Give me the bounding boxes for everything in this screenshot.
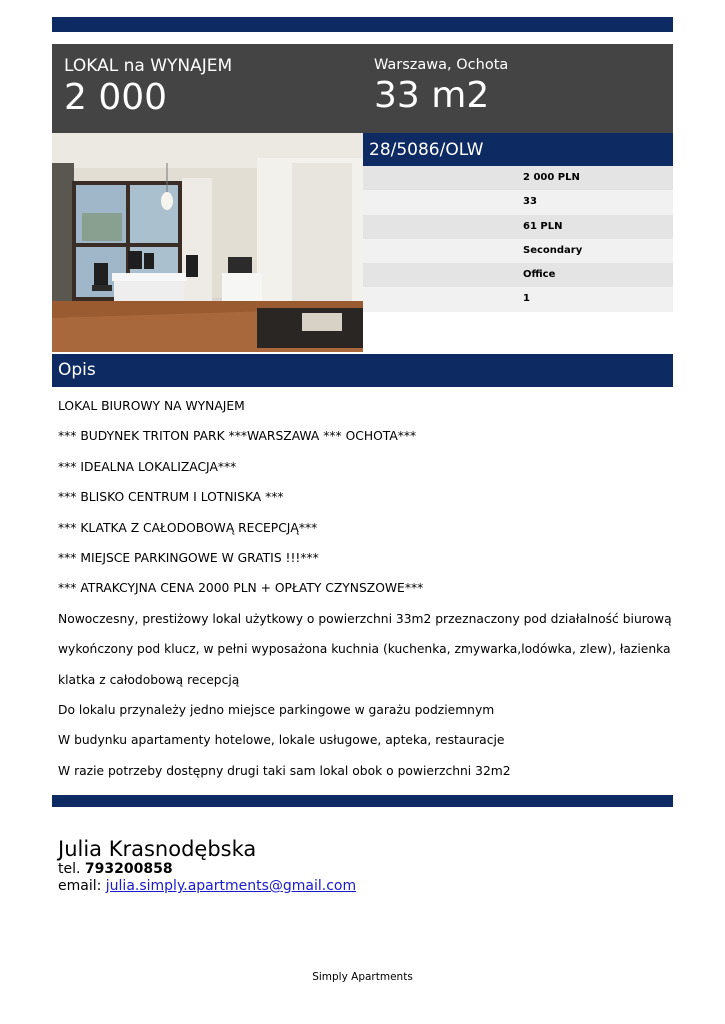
- reference-bar: [363, 133, 673, 166]
- description-line: *** KLATKA Z CAŁODOBOWĄ RECEPCJĄ***: [58, 520, 318, 535]
- description-title: Opis: [58, 360, 96, 380]
- details-row: [363, 263, 673, 287]
- bottom-accent-bar: [52, 795, 673, 807]
- description-line: Nowoczesny, prestiżowy lokal użytkowy o powierzchni 33m2 przeznaczony pod działalność biurową: [58, 611, 672, 626]
- email-line: [58, 878, 356, 895]
- office-photo-image: [52, 133, 363, 352]
- detail-price-per-m2: 61 PLN: [523, 220, 563, 232]
- details-row: [363, 287, 673, 311]
- email-link[interactable]: julia.simply.apartments@gmail.com: [105, 878, 357, 894]
- agent-name: Julia Krasnodębska: [58, 837, 257, 861]
- office-photo: [52, 133, 363, 352]
- detail-area: 33: [523, 196, 537, 208]
- details-row: [363, 239, 673, 263]
- description-body: [58, 391, 673, 786]
- listing-price: 2 000: [64, 77, 168, 118]
- contact-block: [58, 837, 356, 895]
- description-line: LOKAL BIUROWY NA WYNAJEM: [58, 399, 245, 413]
- email-label: email:: [58, 878, 102, 894]
- description-line: *** IDEALNA LOKALIZACJA***: [58, 459, 237, 474]
- footer-company: Simply Apartments: [312, 971, 413, 983]
- top-accent-bar: [52, 17, 673, 32]
- detail-rooms: 1: [523, 293, 530, 305]
- description-line: W razie potrzeby dostępny drugi taki sam lokal obok o powierzchni 32m2: [58, 763, 511, 778]
- description-line: *** ATRAKCYJNA CENA 2000 PLN + OPŁATY CZYNSZOWE***: [58, 581, 424, 596]
- description-header: [52, 354, 673, 387]
- description-line: *** MIEJSCE PARKINGOWE W GRATIS !!!***: [58, 551, 319, 566]
- details-table: [363, 166, 673, 312]
- listing-header: [52, 44, 673, 133]
- detail-market: Secondary: [523, 244, 583, 256]
- listing-location: Warszawa, Ochota: [374, 57, 509, 73]
- phone-label: tel.: [58, 861, 81, 877]
- details-row: [363, 215, 673, 239]
- detail-price: 2 000 PLN: [523, 172, 580, 183]
- description-line: Do lokalu przynależy jedno miejsce parkingowe w garażu podziemnym: [58, 703, 495, 718]
- header-right: [374, 56, 508, 116]
- description-line: *** BUDYNEK TRITON PARK ***WARSZAWA *** OCHOTA***: [58, 429, 417, 444]
- detail-type: Office: [523, 269, 556, 281]
- details-row: [363, 190, 673, 214]
- description-line: *** BLISKO CENTRUM I LOTNISKA ***: [58, 490, 284, 505]
- description-line: wykończony pod klucz, w pełni wyposażona kuchnia (kuchenka, zmywarka,lodówka, zlew), łazienka: [58, 642, 671, 657]
- description-line: W budynku apartamenty hotelowe, lokale usługowe, apteka, restauracje: [58, 733, 505, 748]
- listing-area: 33 m2: [374, 75, 490, 116]
- phone-line: [58, 861, 356, 878]
- description-line: klatka z całodobową recepcją: [58, 672, 240, 687]
- phone-number[interactable]: 793200858: [84, 861, 173, 877]
- details-row: [363, 166, 673, 190]
- listing-type: LOKAL na WYNAJEM: [64, 56, 233, 76]
- header-left: [64, 56, 232, 118]
- reference-number: 28/5086/OLW: [369, 140, 484, 160]
